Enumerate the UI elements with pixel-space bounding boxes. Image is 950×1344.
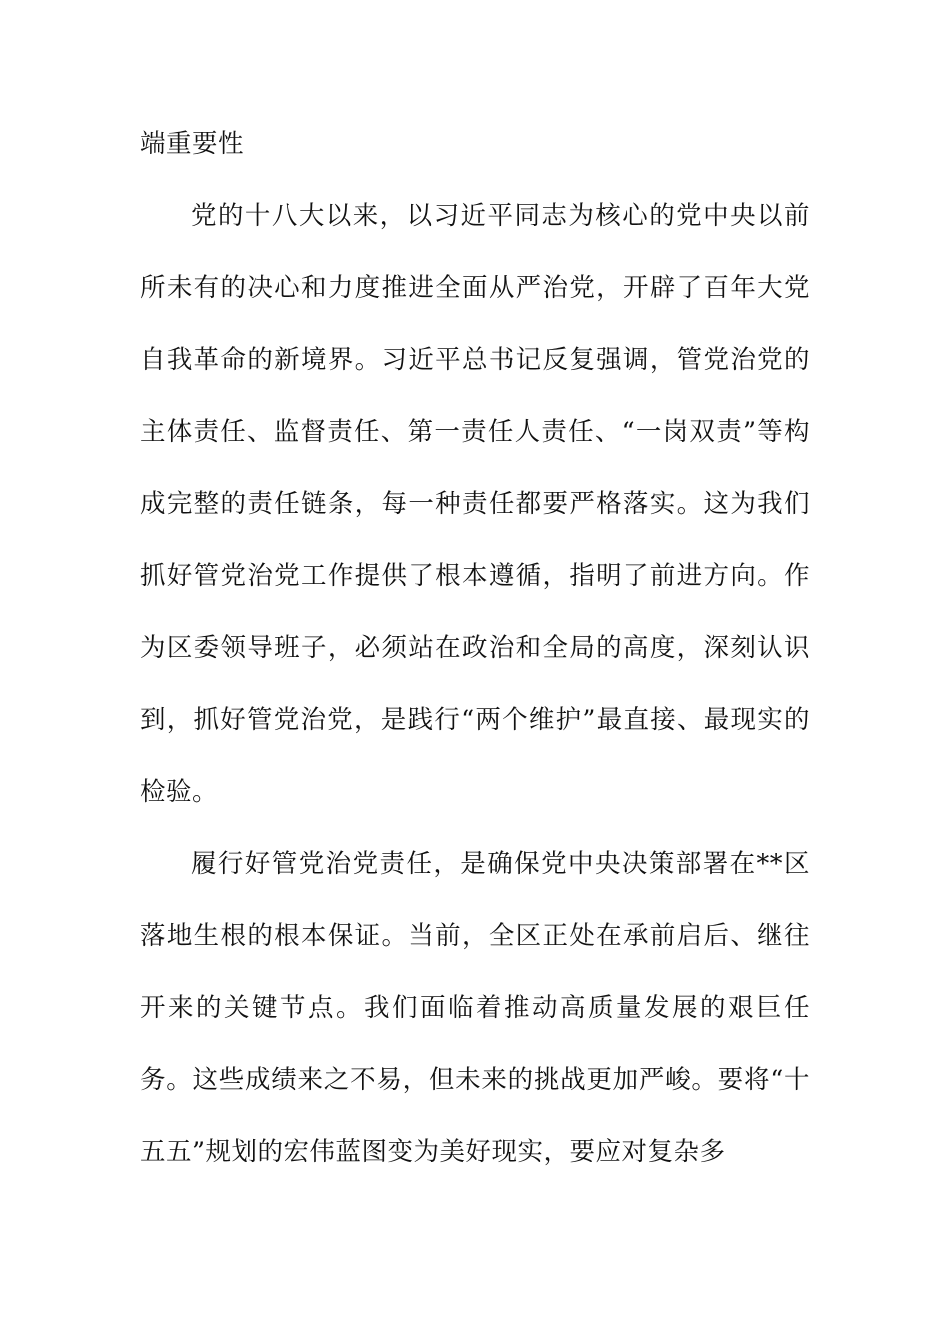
paragraph-body-2: 履行好管党治党责任，是确保党中央决策部署在**区落地生根的根本保证。当前，全区正处在承前启后、继往开来的关键节点。我们面临着推动高质量发展的艰巨任务。这些成绩来之不易，但未来的挑战更加严峻。要将“十五五”规划的宏伟蓝图变为美好现实，要应对复杂多 bbox=[140, 849, 810, 1167]
document-body bbox=[140, 108, 810, 1188]
paragraph-continuation: 端重要性 bbox=[140, 129, 245, 159]
paragraph-body-1: 党的十八大以来，以习近平同志为核心的党中央以前所未有的决心和力度推进全面从严治党，开辟了百年大党自我革命的新境界。习近平总书记反复强调，管党治党的主体责任、监督责任、第一责任人责任、“一岗双责”等构成完整的责任链条，每一种责任都要严格落实。这为我们抓好管党治党工作提供了根本遵循，指明了前进方向。作为区委领导班子，必须站在政治和全局的高度，深刻认识到，抓好管党治党，是践行“两个维护”最直接、最现实的检验。 bbox=[140, 201, 810, 807]
